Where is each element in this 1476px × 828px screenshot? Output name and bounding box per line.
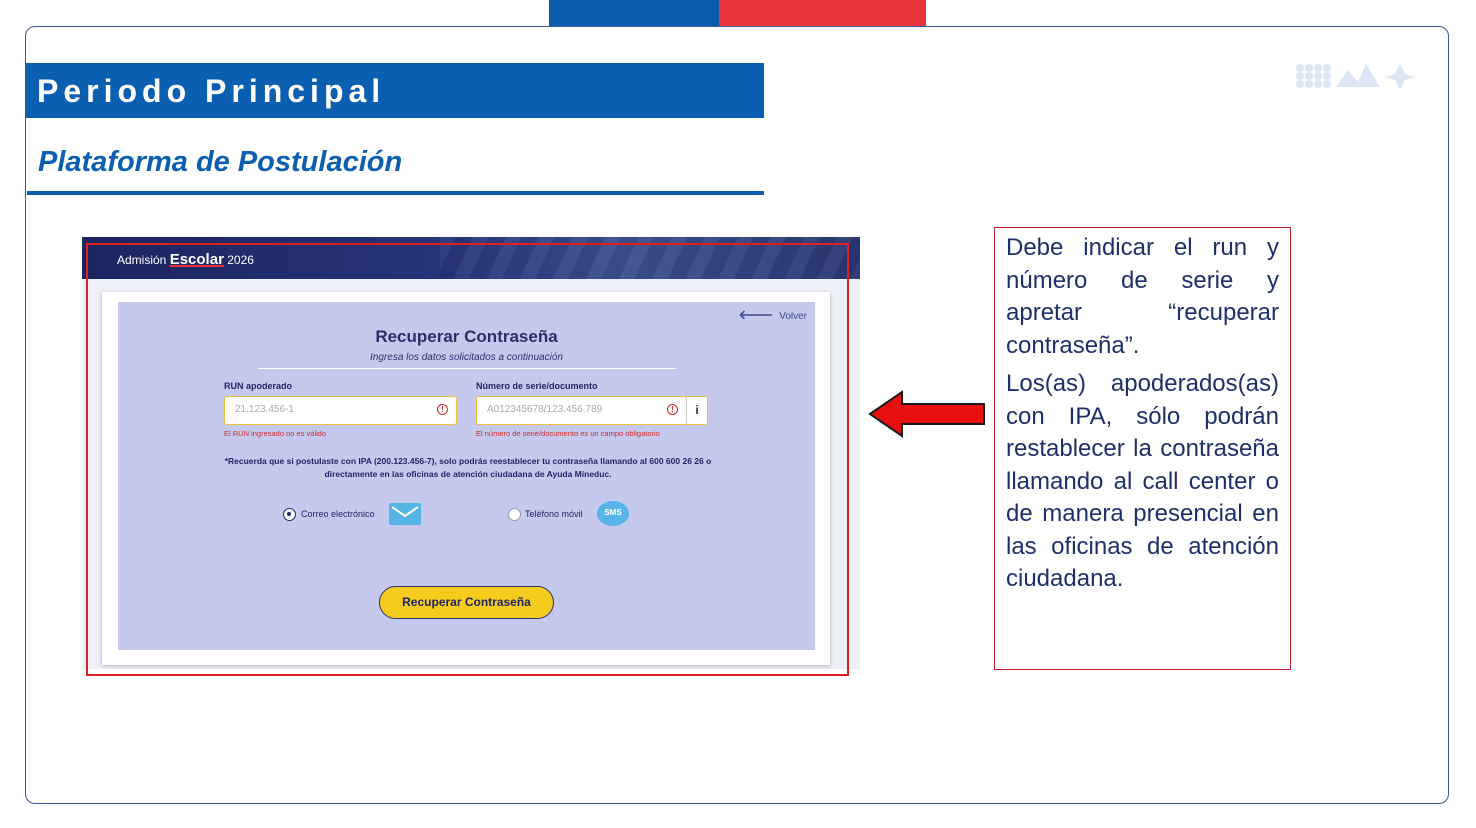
serie-label: Número de serie/documento	[476, 381, 598, 391]
run-error-message: El RUN ingresado no es válido	[224, 429, 327, 438]
serie-placeholder: A012345678/123.456.789	[487, 404, 603, 415]
back-arrow-icon: 🡐	[738, 307, 774, 322]
brand-name: Escolar	[169, 251, 224, 268]
ipa-notice: *Recuerda que si postulaste con IPA (200.123.456-7), solo podrás reestablecer tu contraseña llamando al 600 600 26 26 o directamente en las oficinas de atención ciudadana de Ayuda Mineduc.	[224, 456, 712, 479]
error-alert-icon: !	[437, 404, 448, 415]
slide-title: Periodo Principal	[26, 63, 764, 118]
pointer-arrow-icon	[868, 390, 988, 438]
form-heading: Recuperar Contraseña	[375, 327, 558, 346]
brand-year: 2026	[227, 253, 254, 267]
back-label: Volver	[779, 311, 807, 322]
slide-subtitle: Plataforma de Postulación	[38, 146, 403, 178]
flag-red-stripe	[719, 0, 926, 26]
form-subheading: Ingresa los datos solicitados a continuación	[370, 352, 563, 363]
flag-blue-stripe	[549, 0, 719, 26]
callout-paragraph-1: Debe indicar el run y número de serie y apretar “recuperar contraseña”.	[1006, 234, 1279, 359]
phone-option-label[interactable]: Teléfono móvil	[525, 509, 583, 519]
serie-error-message: El número de serie/documento es un campo obligatorio	[476, 429, 660, 438]
callout-paragraph-2: Los(as) apoderados(as) con IPA, sólo podrán restablecer la contraseña llamando al call center o de manera presencial en las oficinas de atención ciudadana.	[1006, 370, 1279, 592]
email-option-label[interactable]: Correo electrónico	[301, 509, 375, 519]
subtitle-underline	[27, 191, 764, 195]
error-alert-icon: !	[667, 404, 678, 415]
brand-prefix: Admisión	[117, 253, 167, 267]
callout-textbox	[994, 227, 1291, 670]
recover-password-button[interactable]: Recuperar Contraseña	[379, 586, 554, 619]
mineduc-decorative-logo-icon	[1294, 60, 1416, 90]
run-label: RUN apoderado	[224, 381, 293, 391]
info-button[interactable]: i	[686, 396, 708, 425]
run-placeholder: 21.123.456-1	[235, 404, 294, 415]
highlight-box	[86, 243, 849, 676]
sms-bubble-icon: SMS	[597, 501, 629, 526]
